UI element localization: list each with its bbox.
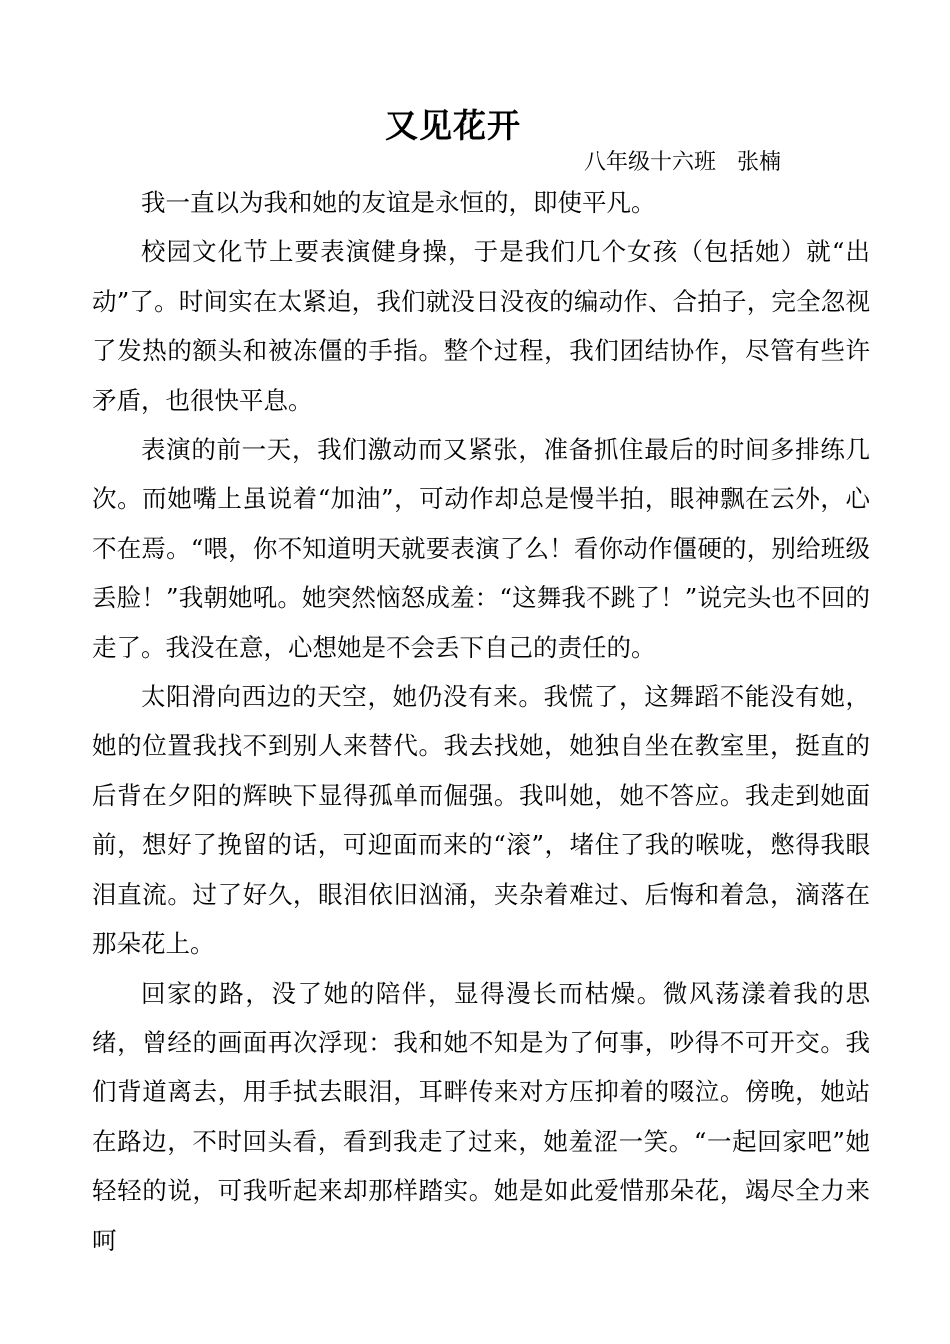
paragraph: 校园文化节上要表演健身操，于是我们几个女孩（包括她）就“出动”了。时间实在太紧迫，我们就没日没夜的编动作、合拍子，完全忽视了发热的额头和被冻僵的手指。整个过程，我们团结协作，尽管有些许矛盾，也很快平息。 [92, 237, 870, 415]
paragraph: 我一直以为我和她的友谊是永恒的，即使平凡。 [141, 188, 656, 217]
paragraph: 太阳滑向西边的天空，她仍没有来。我慌了，这舞蹈不能没有她，她的位置我找不到别人来替代。我去找她，她独自坐在教室里，挺直的后背在夕阳的辉映下显得孤单而倔强。我叫她，她不答应。我走到她面前，想好了挽留的话，可迎面而来的“滚”，堵住了我的喉咙，憋得我眼泪直流。过了好久，眼泪依旧汹涌，夹杂着难过、后悔和着急，滴落在那朵花上。 [92, 682, 870, 959]
author-line: 八年级十六班 张楠 [584, 150, 781, 175]
paragraph: 回家的路，没了她的陪伴，显得漫长而枯燥。微风荡漾着我的思绪，曾经的画面再次浮现：我和她不知是为了何事，吵得不可开交。我们背道离去，用手拭去眼泪，耳畔传来对方压抑着的啜泣。傍晚，她站在路边，不时回头看，看到我走了过来，她羞涩一笑。“一起回家吧”她轻轻的说，可我听起来却那样踏实。她是如此爱惜那朵花，竭尽全力来呵 [92, 978, 870, 1255]
document-body [92, 178, 870, 1265]
document-title: 又见花开 [385, 106, 521, 145]
paragraph: 表演的前一天，我们激动而又紧张，准备抓住最后的时间多排练几次。而她嘴上虽说着“加油”，可动作却总是慢半拍，眼神飘在云外，心不在焉。“喂，你不知道明天就要表演了么！看你动作僵硬的，别给班级丢脸！”我朝她吼。她突然恼怒成羞：“这舞我不跳了！”说完头也不回的走了。我没在意，心想她是不会丢下自己的责任的。 [92, 435, 870, 662]
